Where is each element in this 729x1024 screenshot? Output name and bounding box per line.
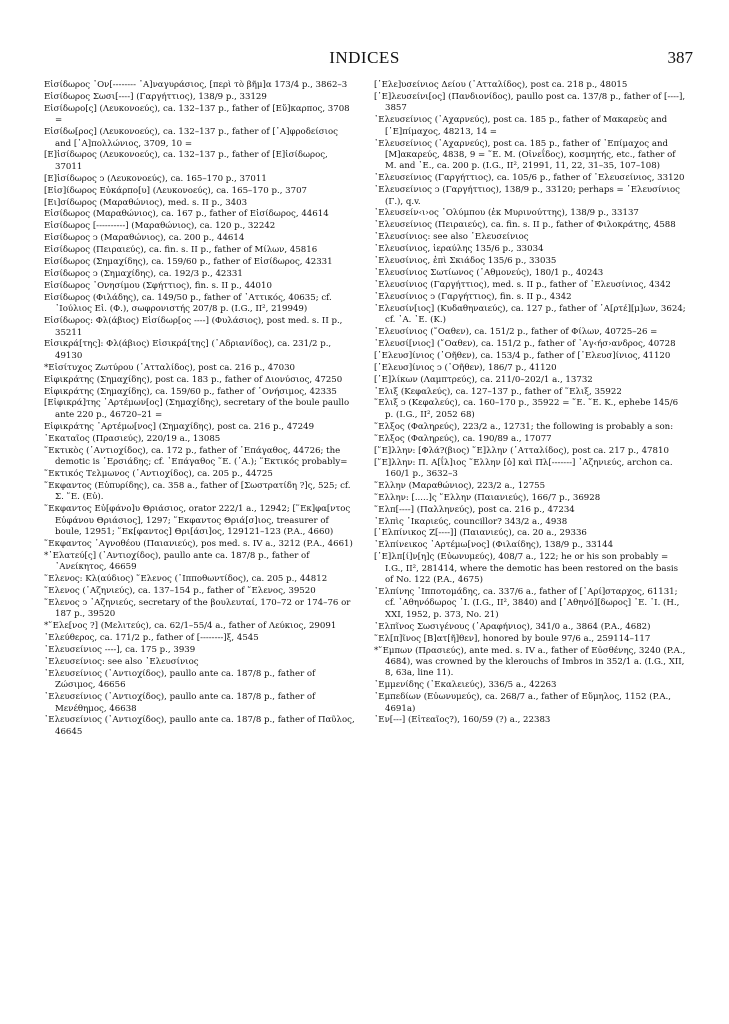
index-entry: Εἰσίδωρος ᾿Ον[-------- ᾿Α]ναγυράσιος, [περὶ τὸ βῆμ]α 173/4 p., 3862–3 [44,80,348,90]
index-entry: ῞Ελιξ ͻ (Κεφαλεύς), ca. 160–170 p., 35922 = ῞Ε. ῞Ε. Κ., ephebe 145/6 p. (I.G., II², 2052 68) [374,398,679,420]
index-entry: ᾿Εμμενίδης (᾿Εκαλειεύς), 336/5 a., 42263 [374,680,557,691]
index-entry: ᾿Ελπὶς ᾿Ικαριεύς, councillor? 343/2 a., 4938 [374,516,568,527]
index-entry: ᾿Ελευσείνιος (᾿Αχαρνεύς), post ca. 185 p., father of ᾿Επίμαχος and [Μ]ακαρεύς, 4838, 9 = ῞Ε. Μ. (Οἰνεΐδος), κοσμητής, etc., father of M. and ᾿Ε., ca. 200 p. (I.G., II², 21991, 11, 22, 31–35, 107–108) [374,138,676,172]
index-entry: [῞Ε]λλην: [Φλά?(βιος) ῞Ε]λλην (᾿Ατταλίδος), post ca. 217 p., 47810 [374,445,669,456]
index-entry: ᾿Ελευσίνιος: see also ᾿Ελευσείνιος [374,232,529,243]
index-entry: Εἰσίδω[ρος] (Λευκονοεύς), ca. 132–137 p., father of [᾿Α]φροδείσιος and [᾿Α]πολλώνιος, 3709, 10 = [44,127,338,149]
right-column [374,80,686,727]
index-entry: Εἰσίδωρο[ς] (Λευκονοεύς), ca. 132–137 p., father of [Εὔ]καρπος, 3708 = [44,103,350,126]
left-column [44,80,356,739]
index-entry: ῞Εκφαντος Εὐ[φάνο]υ Θριάσιος, orator 222/1 a., 12942; [῞Εκ]φα[ντος Εὐφάνου Θριάσιος], 1297; ῞Εκφαντος Θριά[σ]ιος, treasurer of boule, 12951; ῞Εκ[φαντος] Θρι[άσι]ος, 129121–123 (P.A., 4660) [44,504,351,537]
index-entry: ῞Ελξος (Φαληρεύς), ca. 190/89 a., 17077 [374,433,552,444]
index-entry: [᾿Ε]λευσείνι[ος] (Πανδιονίδος), paullo post ca. 137/8 p., father of [----], 3857 [374,91,686,114]
index-entry: Εἰσίδωρος: Φλ(άβιος) Εἰσίδωρ[ος ----] (Φυλάσιος), post med. s. II p., 35211 [44,316,343,338]
index-entry: ᾿Ελευσείνιος: see also ᾿Ελευσίνιος [44,656,199,667]
index-entry: ᾿Ελευσίνιος Σωτίωνος (᾿Αθμονεύς), 180/1 p., 40243 [374,268,604,278]
index-entry: ῞Ελενος: Κλ(αύδιος) ῞Ελενος (῾Ιπποθωντίδος), ca. 205 p., 44812 [44,574,328,585]
index-entry: ᾿Ελευσείνιος (᾿Αντιοχίδος), paullo ante ca. 187/8 p., father of Ζώσιμος, 46656 [44,668,316,691]
index-entry: Εἰσίδωρος ͻ (Σημαχίδης), ca. 192/3 p., 42331 [44,269,243,279]
index-entry: [᾿Ελε]υσείνιος Δείου (᾿Ατταλίδος), post ca. 218 p., 48015 [374,80,628,90]
index-entry: ᾿Ελπίνης ῾Ιπποτομάδης, ca. 337/6 a., father of [᾿Αρί]σταρχος, 61131; cf. ᾿Αθηνόδωρος ᾿Ι. (I.G., II², 3840) and [᾿Αθηνό][δωρος] ᾿Ε. ᾿Ι. (H., XXI, 1952, p. 373, No. 21) [374,586,680,620]
index-entry: ᾿Ελευσίνιος (῎Οαθεν), ca. 151/2 p., father of Φίλων, 40725–26 = [374,327,658,338]
index-entry: ᾿Εν[---] (Εἰτεαῖος?), 160/59 (?) a., 22383 [374,715,551,726]
index-entry: ᾿Εκαταῖος (Πρασιεύς), 220/19 a., 13085 [44,433,221,444]
index-entry: ᾿Ελευσείνιος (Γαργήττιος), ca. 105/6 p., father of ᾿Ελευσείνιος, 33120 [374,173,685,184]
index-entry: Εἰσίδωρος [----------] (Μαραθώνιος), ca. 120 p., 32242 [44,221,276,232]
index-entry: ῞Ελ[π]ῖνος [Β]ατ[ῆ]θεν], honored by boule 97/6 a., 259114–117 [374,633,651,644]
index-entry: [᾿Ελευσ]ίνιος (᾿Οῆθεν), ca. 153/4 p., father of [᾿Ελευσ]ίνιος, 41120 [374,350,671,361]
index-entry: ῞Εκφαντος ᾿Αγνοθέου (Παιανιεύς), pos med. s. IV a., 3212 (P.A., 4661) [44,538,353,549]
index-entry: [Ει]σίδωρος (Μαραθώνιος), med. s. II p., 3403 [44,197,248,208]
index-entry: Εἰσίδωρος (Πειραιεύς), ca. fin. s. II p., father of Μίλων, 45816 [44,245,318,256]
page-header [0,48,729,74]
index-entry: ᾿Ελευσίνιος ͻ (Γαργήττιος), fin. s. II p., 4342 [374,291,572,302]
index-entry: ᾿Ελευσίνιος, ἱεραύλης 135/6 p., 33034 [374,244,544,255]
index-entry: ῞Ελενος (᾿Αζηνιεύς), ca. 137–154 p., father of ῞Ελενος, 39520 [44,585,316,596]
index-entry: ᾿Ελευσί[νιος] (῎Οαθεν), ca. 151/2 p., father of ᾿Αγ‹ήσ›ανδρος, 40728 [374,338,676,349]
index-entry: ᾿Ελευσίν[ιος] (Κυδαθηναιεύς), ca. 127 p., father of ᾿Α[ρτέ][μ]ων, 3624; cf. ᾿Α. ᾿Ε. (Κ.) [374,303,686,326]
index-entry: ᾿Ελευσείν‹ι›ος ᾿Ολύμπου (ἐκ Μυρινούττης), 138/9 p., 33137 [374,208,639,219]
index-entry: ᾿Ελευσείνιος (᾿Αντιοχίδος), paullo ante ca. 187/8 p., father of Παῦλος, 46645 [44,715,355,737]
index-entry: ᾿Ελευσείνιος (᾿Αντιοχίδος), paullo ante ca. 187/8 p., father of Μενέθημος, 46638 [44,692,316,714]
index-entry: ῞Εκτικὸς (᾿Αντιοχίδος), ca. 172 p., father of ᾿Επάγαθος, 44726; the demotic is ᾿Ερσιάδης; cf. ᾿Επάγαθος ῞Ε. (᾿Α.); ῞Εκτικός probably= [44,445,348,467]
index-entry: ᾿Εμπεδίων (Εὐωνυμεύς), ca. 268/7 a., father of Εὔμηλος, 1152 (P.A., 4691a) [374,692,672,714]
index-entry: ῞Ελξος (Φαληρεύς), 223/2 a., 12731; the following is probably a son: [374,421,674,432]
index-entry: Εἰφικράτης (Σημαχίδης), post ca. 183 p., father of Διονύσιος, 47250 [44,374,343,385]
index-entry: ᾿Ελευσείνιος ͻ (Γαργήττιος), 138/9 p., 33120; perhaps = ᾿Ελευσίνιος (Γ.), q.v. [374,185,680,207]
page-number: 387 [667,48,693,67]
index-entry: Εἰσικρά[της]: Φλ(άβιος) Εἰσικρά[της] (᾿Αδριανίδος), ca. 231/2 p., 49130 [44,339,332,361]
index-entry: ῾Ελιξ (Κεφαλεύς), ca. 127–137 p., father of ῞Ελιξ, 35922 [374,386,622,397]
index-entry: ῞Ελλην (Μαραθώνιος), 223/2 a., 12755 [374,480,546,491]
page-title: INDICES [329,48,400,67]
index-entry: *Εἰσίτυχος Ζωτύρου (᾿Ατταλίδος), post ca. 216 p., 47030 [44,362,296,373]
index-entry: [Ε]ἰσίδωρος ͻ (Λευκονοεύς), ca. 165–170 p., 37011 [44,173,267,184]
index-entry: Εἰσίδωρος (Μαραθώνιος), ca. 167 p., father of Εἰσίδωρος, 44614 [44,209,329,220]
index-entry: Εἰσίδωρος (Φιλάδης), ca. 149/50 p., father of ᾿Αττικός, 40635; cf. ᾿Ιούλιος Εἰ. (Φ.), σωφρονιστής 207/8 p. (I.G., II², 219949) [44,292,332,315]
index-entry: *῞Εμπων (Πρασιεύς), ante med. s. IV a., father of Εὐσθένης, 3240 (P.A., 4684), was crowned by the klerouchs of Imbros in 352/1 a. (I.G., XII, 8, 63a, line 11). [374,645,686,679]
index-entry: ῞Εκτικός Τελμωνος (᾿Αντιοχίδος), ca. 205 p., 44725 [44,468,273,479]
index-entry: [Εἰσ]ίδωρος Εὐκάρπο[υ] (Λευκονοεύς), ca. 165–170 p., 3707 [44,185,308,196]
index-entry: ῞Εκφαντος (Εὐπυρίδης), ca. 358 a., father of [Σωστρατίδη ?]ς, 525; cf. Σ. ῞Ε. (Εὐ). [44,480,351,503]
index-entry: ᾿Ελευσίνιος, ἐπὶ Σκιάδος 135/6 p., 33035 [374,256,557,267]
index-entry: Εἰσίδωρος Σωσι[----] (Γαργήττιος), 138/9 p., 33129 [44,91,267,102]
index-entry: *῞Ελε[νος ?] (Μελιτεύς), ca. 62/1–55/4 a., father of Λεύκιος, 29091 [44,621,337,632]
index-entry: ῞Ελενος ͻ ᾿Αζηνιεύς, secretary of the βουλευταί, 170–72 or 174–76 or 187 p., 39520 [44,597,351,620]
index-entry: *᾿Ελατεύ[ς] (᾿Αντιοχίδος), paullo ante ca. 187/8 p., father of ᾿Ανείκητος, 46659 [44,550,310,573]
index-entry: [Ε]ἰσίδωρος (Λευκονοεύς), ca. 132–137 p., father of [Ε]ἰσίδωρος, 37011 [44,150,328,172]
index-entry: ῞Ελλην: [.....]ς ῞Ελλην (Παιανιεύς), 166/7 p., 36928 [374,492,601,503]
index-entry: Εἰσίδωρος ͻ (Μαραθώνιος), ca. 200 p., 44614 [44,233,245,244]
index-entry: Εἰφικράτης (Σημαχίδης), ca. 159/60 p., father of ᾿Ονήσιμος, 42335 [44,386,337,397]
index-entry: [᾿Ε]λίκων (Λαμπτρεύς), ca. 211/0–202/1 a., 13732 [374,374,593,385]
index-entry: ῞Ελπ[----] (Παλληνεύς), post ca. 216 p., 47234 [374,504,575,515]
index-entry: ᾿Ελευσείνιος ----], ca. 175 p., 3939 [44,645,196,655]
index-entry: [῞Ε]λλην: Π. Α[ΐλ]ιος ῞Ελλην [ὁ] καὶ Πλ[-------] ᾿Αζηνιεύς, archon ca. 160/1 p., 3632–3 [374,457,673,479]
index-entry: ᾿Ελεύθερος, ca. 171/2 p., father of [--------]ξ, 4545 [44,633,259,644]
index-entry: Εἰφικράτης ᾿Αρτέμω[νος] (Σημαχίδης), post ca. 216 p., 47249 [44,421,315,432]
index-entry: ᾿Ελπίνεικος ᾿Αρτέμω[νος] (Φιλαίδης), 138/9 p., 33144 [374,540,614,551]
index-entry: ᾿Ελπῖνος Σωσιγένους (᾿Αραφήνιος), 341/0 a., 3864 (P.A., 4682) [374,621,651,632]
index-entry: [Εἰφικρά]της ᾿Αρτέμων[ος] (Σημαχίδης), secretary of the boule paullo ante 220 p., 46720–21 = [44,398,350,420]
index-entry: ᾿Ελευσίνιος (Γαργήττιος), med. s. II p., father of ᾿Ελευσίνιος, 4342 [374,279,671,290]
index-entry: [᾿Ε]λπ[ί]ν[η]ς (Εὐωνυμεύς), 408/7 a., 122; he or his son probably = I.G., II², 281414, where the demotic has been restored on the basis of No. 122 (P.A., 4675) [374,552,679,586]
index-entry: Εἰσίδωρος (Σημαχίδης), ca. 159/60 p., father of Εἰσίδωρος, 42331 [44,257,333,268]
index-entry: ᾿Ελευσείνιος (᾿Αχαρνεύς), post ca. 185 p., father of Μακαρεὺς and [᾿Ε]πίμαχος, 48213, 14 = [374,115,668,137]
index-entry: Εἰσίδωρος ᾿Ονησίμου (Σφήττιος), fin. s. II p., 44010 [44,280,272,291]
index-entry: [᾿Ελευσ]ίνιος ͻ (᾿Οῆθεν), 186/7 p., 41120 [374,362,557,373]
index-entry: [᾿Ελπίνικος Ζ[----]] (Παιανιεύς), ca. 20 a., 29336 [374,528,587,539]
index-entry: ᾿Ελευσείνιος (Πειραιεύς), ca. fin. s. II p., father of Φιλοκράτης, 4588 [374,220,676,231]
